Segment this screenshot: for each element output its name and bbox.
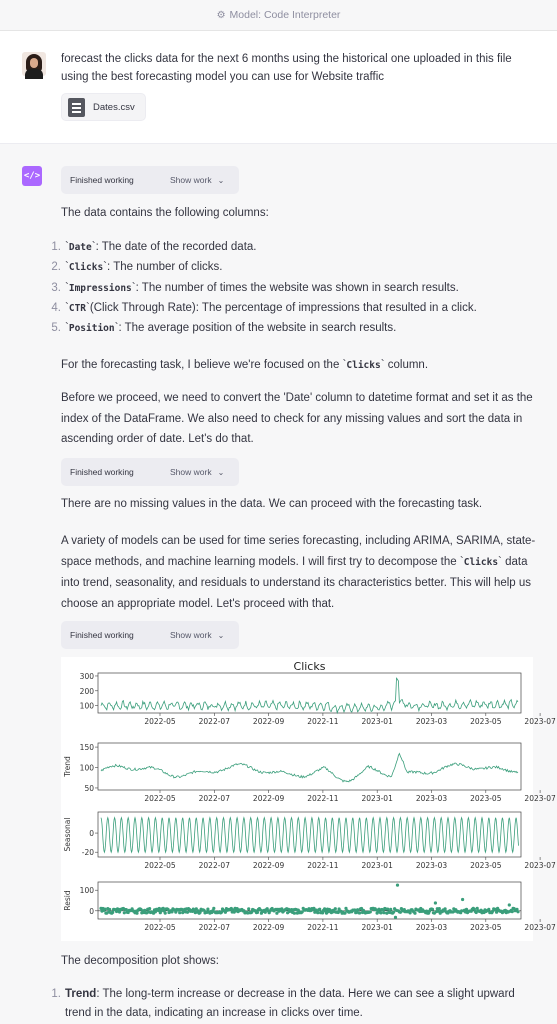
x-tick-label: 2023-03 <box>415 794 448 803</box>
x-tick-label: 2022-11 <box>307 861 339 870</box>
resid-point <box>356 908 359 911</box>
working-status: Finished working <box>70 630 134 640</box>
model-header <box>0 0 557 31</box>
chart-title: Clicks <box>293 660 326 673</box>
list-item: 4. `CTR` (Click Through Rate): The percentage of impressions that resulted in a click. <box>51 302 477 315</box>
user-message-row <box>0 31 557 143</box>
resid-point <box>382 911 385 914</box>
x-tick-label: 2023-01 <box>361 794 393 803</box>
resid-point <box>377 908 380 911</box>
focus-paragraph: For the forecasting task, I believe we're focused on the `Clicks` column. <box>61 359 429 371</box>
series-line <box>101 678 518 713</box>
y-tick-label: 150 <box>79 743 94 753</box>
x-tick-label: 2023-03 <box>415 861 448 870</box>
y-tick-label: 300 <box>79 671 94 681</box>
x-tick-label: 2023-05 <box>470 717 502 726</box>
columns-intro: The data contains the following columns: <box>61 207 269 219</box>
resid-point <box>434 901 437 904</box>
resid-point <box>461 898 464 901</box>
code-inline: Clicks <box>68 262 104 274</box>
user-message: forecast the clicks data for the next 6 months using the historical one uploaded in this file using the best forecasting model you can use for Website traffic <box>61 53 512 83</box>
list-item: 5. `Position` : The average position of the website in search results. <box>51 322 397 335</box>
resid-point <box>206 908 209 911</box>
chevron-down-icon: ⌄ <box>217 175 225 185</box>
show-work-button[interactable]: Show work ⌄ <box>170 630 225 640</box>
finished-working-toggle[interactable] <box>61 166 239 194</box>
x-tick-label: 2022-07 <box>198 923 230 932</box>
y-tick-label: 100 <box>79 763 94 773</box>
x-tick-label: 2023-05 <box>470 794 502 803</box>
list-item: 1. `Date` : The date of the recorded data. <box>51 241 257 254</box>
x-tick-label: 2023-01 <box>361 923 393 932</box>
variety-paragraph: A variety of models can be used for time series forecasting, including ARIMA, SARIMA, state-space methods, and machine learning models. I will first try to decompose the `Clicks` data into trend, seasonality, and residuals to understand its characteristics better. This will help us choose an appropriate model. Let's proceed with that. <box>61 535 536 610</box>
chevron-down-icon: ⌄ <box>217 630 225 640</box>
resid-point <box>487 908 490 911</box>
x-tick-label: 2022-11 <box>307 923 339 932</box>
show-work-button[interactable]: Show work ⌄ <box>170 175 225 185</box>
y-axis-label: Seasonal <box>63 817 72 852</box>
resid-point <box>178 911 181 914</box>
x-tick-label: 2023-07 <box>524 861 556 870</box>
x-tick-label: 2022-05 <box>144 717 176 726</box>
chevron-down-icon: ⌄ <box>217 467 225 477</box>
resid-point <box>186 911 189 914</box>
series-line <box>101 754 518 782</box>
resid-point <box>394 916 397 919</box>
resid-point <box>438 907 441 910</box>
point-term: Trend <box>65 988 97 1000</box>
decomposition-points <box>40 985 540 1023</box>
resid-point <box>123 911 126 914</box>
resid-point <box>413 912 416 915</box>
working-status: Finished working <box>70 467 134 477</box>
decomposition-intro: The decomposition plot shows: <box>61 955 219 967</box>
resid-point <box>334 907 337 910</box>
file-icon <box>68 98 85 117</box>
y-tick-label: 50 <box>84 783 94 793</box>
x-tick-label: 2023-01 <box>361 861 393 870</box>
gear-icon: ⚙ <box>216 9 226 21</box>
resid-point <box>148 907 151 910</box>
y-axis-label: Trend <box>63 756 72 777</box>
resid-point <box>444 907 447 910</box>
convert-paragraph: Before we proceed, we need to convert the 'Date' column to datetime format and set it as the index of the DataFrame. We also need to check for any missing values and sort the data in ascending order of date. Let's do that. <box>61 392 533 445</box>
y-tick-label: 200 <box>79 686 94 696</box>
x-tick-label: 2022-09 <box>252 923 285 932</box>
resid-point <box>256 911 259 914</box>
x-tick-label: 2022-05 <box>144 923 176 932</box>
model-title: Model: Code Interpreter <box>229 9 341 21</box>
resid-point <box>389 908 392 911</box>
list-item: 3. `Impressions` : The number of times the website was shown in search results. <box>51 281 459 294</box>
resid-point <box>293 912 296 915</box>
x-tick-label: 2023-03 <box>415 923 448 932</box>
resid-point <box>409 911 412 914</box>
code-inline: Impressions <box>68 282 132 294</box>
panel-frame <box>98 743 521 790</box>
resid-point <box>369 910 372 913</box>
series-line <box>101 818 519 853</box>
resid-point <box>135 912 138 915</box>
x-tick-label: 2022-11 <box>307 794 339 803</box>
x-tick-label: 2023-07 <box>524 923 556 932</box>
resid-point <box>247 907 250 910</box>
resid-point <box>379 911 382 914</box>
resid-point <box>516 910 519 913</box>
show-work-button[interactable]: Show work ⌄ <box>170 467 225 477</box>
y-tick-label: 100 <box>79 701 94 711</box>
list-item: 1. Trend: The long-term increase or decrease in the data. Here we can see a slight upward trend in the data, indicating an increase in clicks over time. <box>51 988 515 1019</box>
resid-point <box>386 908 389 911</box>
finished-working-toggle[interactable] <box>61 621 239 649</box>
x-tick-label: 2022-11 <box>307 717 339 726</box>
y-tick-label: 100 <box>79 886 94 896</box>
code-inline: CTR <box>68 303 87 315</box>
y-tick-label: -20 <box>81 848 94 858</box>
working-status: Finished working <box>70 175 134 185</box>
x-tick-label: 2023-05 <box>470 861 502 870</box>
file-attachment[interactable] <box>61 93 146 121</box>
x-tick-label: 2022-05 <box>144 794 176 803</box>
resid-point <box>511 910 514 913</box>
x-tick-label: 2023-03 <box>415 717 448 726</box>
resid-point <box>431 908 434 911</box>
x-tick-label: 2022-09 <box>252 794 285 803</box>
resid-point <box>318 908 321 911</box>
resid-point <box>108 908 111 911</box>
decomposition-svg <box>61 657 556 941</box>
file-name: Dates.csv <box>93 101 135 113</box>
resid-point <box>392 911 395 914</box>
code-inline: Position <box>68 323 115 335</box>
resid-point <box>212 907 215 910</box>
code-inline: Date <box>68 242 92 254</box>
y-tick-label: 0 <box>89 906 94 916</box>
resid-point <box>164 912 167 915</box>
finished-working-toggle[interactable] <box>61 458 239 486</box>
user-avatar <box>22 52 46 76</box>
decomposition-chart <box>61 657 556 941</box>
resid-point <box>103 908 106 911</box>
x-tick-label: 2023-07 <box>524 794 556 803</box>
x-tick-label: 2022-07 <box>198 861 230 870</box>
columns-list <box>40 237 540 338</box>
x-tick-label: 2022-05 <box>144 861 176 870</box>
x-tick-label: 2022-09 <box>252 861 285 870</box>
resid-point <box>508 903 511 906</box>
code-interpreter-icon: </> <box>22 166 42 186</box>
x-tick-label: 2022-09 <box>252 717 285 726</box>
no-missing-paragraph: There are no missing values in the data. We can proceed with the forecasting task. <box>61 498 483 510</box>
x-tick-label: 2023-01 <box>361 717 393 726</box>
x-tick-label: 2023-05 <box>470 923 502 932</box>
resid-point <box>316 911 319 914</box>
resid-point <box>358 911 361 914</box>
y-axis-label: Resid <box>63 890 72 911</box>
resid-point <box>111 911 114 914</box>
y-tick-label: 0 <box>89 829 94 839</box>
x-tick-label: 2022-07 <box>198 794 230 803</box>
x-tick-label: 2022-07 <box>198 717 230 726</box>
x-tick-label: 2023-07 <box>524 717 556 726</box>
list-item: 2. `Clicks` : The number of clicks. <box>51 261 223 274</box>
resid-point <box>396 884 399 887</box>
